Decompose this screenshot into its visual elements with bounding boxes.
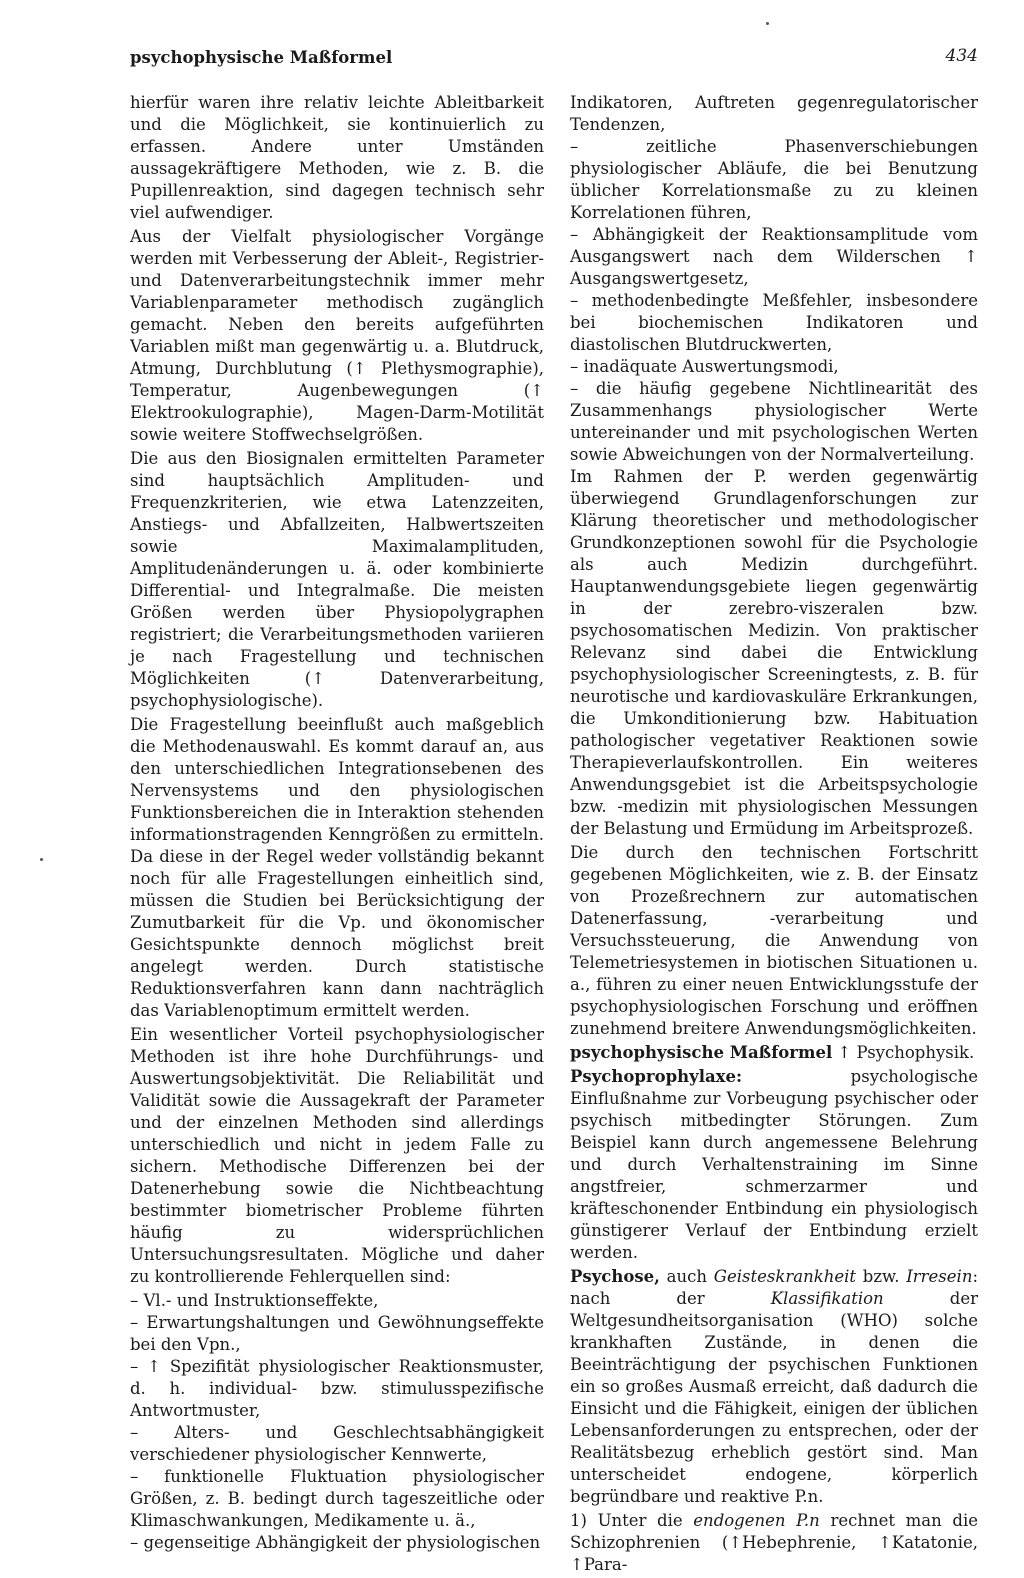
list-item: – methodenbedingte Meßfehler, insbesondere bei biochemischen Indikatoren und diastolischen Blutdruckwerten, [570,291,978,354]
entry-endogen [570,1510,978,1576]
entry-text: bzw. [856,1267,907,1286]
list-item: – funktionelle Fluktuation physiologischer Größen, z. B. bedingt durch tageszeitliche oder Klimaschwankungen, Medikamente u. ä., [130,1467,544,1530]
italic-term: Irresein [906,1267,973,1286]
list-item: – gegenseitige Abhängigkeit der physiologischen [130,1533,541,1552]
paragraph: Ein wesentlicher Vorteil psychophysiologischer Methoden ist ihre hohe Durchführungs- und Auswertungsobjektivität. Die Reliabilität und Validität sowie die Aussagekraft der Parameter und der einzelnen Methoden sind allerdings unterschiedlich und nicht in jedem Falle zu sichern. Methodische Differenzen bei der Datenerhebung sowie die Nichtbeachtung bestimmter biometrischer Probleme führten häufig zu widersprüchlichen Untersuchungsresultaten. Mögliche und daher zu kontrollierende Fehlerquellen sind: [130,1025,544,1286]
list-item: – Erwartungshaltungen und Gewöhnungseffekte bei den Vpn., [130,1313,544,1354]
entry-massformel [570,1042,978,1064]
entry-text: rechnet man die Schizophrenien (↑Hebephrenie, ↑Katatonie, ↑Para- [570,1511,979,1574]
paragraph: hierfür waren ihre relativ leichte Ableitbarkeit und die Möglichkeit, sie kontinuierlich zu erfassen. Andere unter Umständen aussagekräftigere Methoden, wie z. B. die Pupillenreaktion, sind dagegen technisch sehr viel aufwendiger. [130,93,544,222]
entry-text: auch [659,1267,714,1286]
left-column [130,92,544,1554]
italic-term: Geisteskrankheit [713,1267,856,1286]
entry-text: ↑ Psychophysik. [832,1043,975,1062]
page-number: 434 [945,46,978,66]
paragraph: Im Rahmen der P. werden gegenwärtig überwiegend Grundlagenforschungen zur Klärung theoretischer und methodologischer Grundkonzeptionen sowohl für die Psychologie als auch Medizin durchgeführt. Hauptanwendungsgebiete liegen gegenwärtig in der zerebro-viszeralen bzw. psychosomatischen Medizin. Von praktischer Relevanz sind dabei die Entwicklung psychophysiologischer Screeningtests, z. B. für neurotische und kardiovaskuläre Erkrankungen, die Umkonditionierung bzw. Habituation pathologischer vegetativer Reaktionen sowie Therapieverlaufskontrollen. Ein weiteres Anwendungsgebiet ist die Arbeitspsychologie bzw. -medizin mit physiologischen Messungen der Belastung und Ermüdung im Arbeitsprozeß. [570,467,978,838]
item-number: 1) [570,1511,587,1530]
entry-term: Psychoprophylaxe: [570,1067,743,1086]
paragraph: Die Fragestellung beeinflußt auch maßgeblich die Methodenauswahl. Es kommt darauf an, aus den unterschiedlichen Integrationsebenen des Nervensystems und den physiologischen Funktionsbereichen die in Interaktion stehenden informationstragenden Kenngrößen zu ermitteln. Da diese in der Regel weder vollständig bekannt noch für alle Fragestellungen einheitlich sind, müssen die Studien bei Berücksichtigung der Zumutbarkeit für die Vp. und ökonomischer Gesichtspunkte dennoch möglichst breit angelegt werden. Durch statistische Reduktionsverfahren kann dann nachträglich das Variablenoptimum ermittelt werden. [130,715,544,1020]
list-item: – Abhängigkeit der Reaktionsamplitude vom Ausgangswert nach dem Wilderschen ↑ Ausgangswertgesetz, [570,225,978,288]
entry-term: psychophysische Maßformel [570,1043,833,1062]
scan-speck [40,858,43,861]
entry-psychoprophylaxe [570,1066,978,1264]
entry-text: Unter die [586,1511,694,1530]
right-column [570,92,978,1578]
list-item: – zeitliche Phasenverschiebungen physiologischer Abläufe, die bei Benutzung üblicher Korrelationsmaße zu zu kleinen Korrelationen führen, [570,137,978,222]
list-item: – ↑ Spezifität physiologischer Reaktionsmuster, d. h. individual- bzw. stimulusspezifische Antwortmuster, [130,1357,544,1420]
paragraph: Die durch den technischen Fortschritt gegebenen Möglichkeiten, wie z. B. der Einsatz von Prozeßrechnern zur automatischen Datenerfassung, -verarbeitung und Versuchssteuerung, die Anwendung von Telemetriesystemen in biotischen Situationen u. a., führen zu einer neuen Entwicklungsstufe der psychophysiologischen Forschung und eröffnen zunehmend breitere Anwendungsmöglichkeiten. [570,843,978,1038]
list-item: – die häufig gegebene Nichtlinearität des Zusammenhangs physiologischer Werte untereinander und mit psychologischen Werten sowie Abweichungen von der Normalverteilung. [570,379,978,464]
list-item: – Vl.- und Instruktionseffekte, [130,1291,379,1310]
entry-psychose [570,1266,978,1508]
running-header-term: psychophysische Maßformel [130,48,393,67]
list-item: – inadäquate Auswertungsmodi, [570,357,839,376]
paragraph: Aus der Vielfalt physiologischer Vorgänge werden mit Verbesserung der Ableit-, Registrier- und Datenverarbeitungstechnik immer mehr Variablenparameter methodisch zugänglich gemacht. Neben den bereits aufgeführten Variablen mißt man gegenwärtig u. a. Blutdruck, Atmung, Durchblutung (↑ Plethysmographie), Temperatur, Augenbewegungen (↑ Elektrookulographie), Magen-Darm-Motilität sowie weitere Stoffwechselgrößen. [130,227,544,444]
entry-term: Psychose, [570,1267,660,1286]
entry-text: psychologische Einflußnahme zur Vorbeugung psychischer oder psychisch mitbedingter Störungen. Zum Beispiel kann durch angemessene Belehrung und durch Verhaltenstraining im Sinne angstfreier, schmerzarmer und kräfteschonender Entbindung ein physiologisch günstigerer Verlauf der Entbindung erzielt werden. [570,1067,978,1262]
entry-text: : nach der [570,1267,979,1308]
scan-speck [766,22,769,25]
paragraph: Die aus den Biosignalen ermittelten Parameter sind hauptsächlich Amplituden- und Frequenzkriterien, wie etwa Latenzzeiten, Anstiegs- und Abfallzeiten, Halbwertszeiten sowie Maximalamplituden, Amplitudenänderungen u. ä. oder kombinierte Differential- und Integralmaße. Die meisten Größen werden über Physiopolygraphen registriert; die Verarbeitungsmethoden variieren je nach Fragestellung und technischen Möglichkeiten (↑ Datenverarbeitung, psychophysiologische). [130,449,544,710]
entry-text: der Weltgesundheitsorganisation (WHO) solche krankhaften Zustände, in denen die Beeinträchtigung der psychischen Funktionen ein so großes Ausmaß erreicht, daß dadurch die Einsicht und die Fähigkeit, einigen der üblichen Lebensanforderungen zu entsprechen, oder der Realitätsbezug erheblich gestört sind. Man unterscheidet endogene, körperlich begründbare und reaktive P.n. [570,1289,978,1506]
list-item: – Alters- und Geschlechtsabhängigkeit verschiedener physiologischer Kennwerte, [130,1423,544,1464]
list-item: Indikatoren, Auftreten gegenregulatorischer Tendenzen, [570,93,978,134]
italic-term: endogenen P.n [693,1511,820,1530]
italic-term: Klassifikation [770,1289,884,1308]
